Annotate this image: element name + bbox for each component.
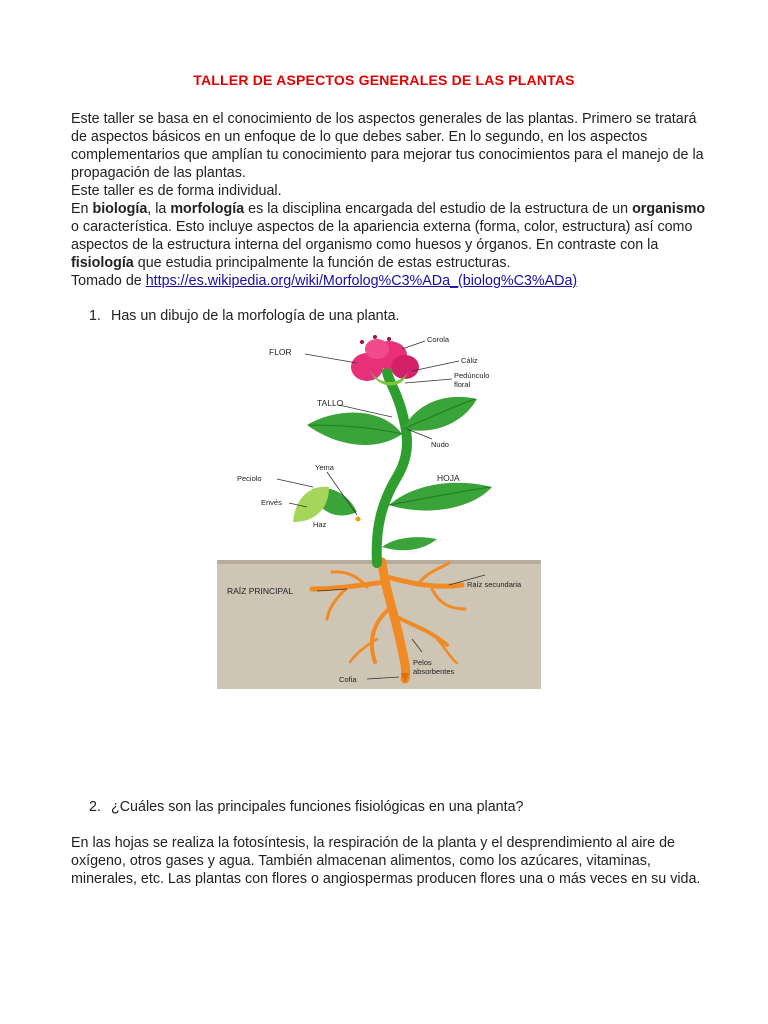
intro-section: [71, 110, 711, 290]
label-pelos: Pelos: [413, 658, 432, 667]
label-raiz-principal: RAÍZ PRINCIPAL: [227, 586, 293, 596]
label-peciolo: Peciolo: [237, 474, 262, 483]
text-fragment: es la disciplina encargada del estudio de la estructura de un: [244, 201, 633, 217]
text-fragment: que estudia principalmente la función de estas estructuras.: [133, 255, 511, 271]
label-enves: Envés: [261, 498, 282, 507]
label-pedunculo: Pedúnculo: [454, 371, 490, 380]
label-cofia: Cofia: [339, 675, 357, 684]
question-text: Has un dibujo de la morfología de una planta.: [111, 308, 400, 324]
question-number: 1.: [89, 308, 101, 324]
intro-paragraph: Este taller se basa en el conocimiento de los aspectos generales de las plantas. Primero se tratará de aspectos básicos en un enfoque de lo que debes saber. En lo segundo, en los aspectos complementarios que amplían tu conocimiento para mejorar tus conocimientos para el manejo de la propagación de las plantas.: [71, 111, 704, 181]
question-number: 2.: [89, 799, 101, 815]
label-yema: Yema: [315, 463, 334, 472]
bud: [356, 517, 361, 522]
term-biologia: biología: [92, 201, 148, 217]
label-corola: Corola: [427, 335, 450, 344]
label-hoja: HOJA: [437, 473, 460, 483]
source-line: [71, 272, 711, 290]
label-tallo: TALLO: [317, 398, 344, 408]
individual-note: Este taller es de forma individual.: [71, 183, 282, 199]
label-flor: FLOR: [269, 347, 292, 357]
plant-diagram-svg: [217, 327, 541, 689]
question-text: ¿Cuáles son las principales funciones fisiológicas en una planta?: [111, 799, 524, 815]
plant-diagram: [217, 327, 541, 689]
label-nudo: Nudo: [431, 440, 449, 449]
label-caliz: Cáliz: [461, 356, 478, 365]
question-1: [89, 307, 400, 325]
label-pedunculo-floral: floral: [454, 380, 471, 389]
text-fragment: , la: [147, 201, 171, 217]
term-fisiologia: fisiología: [71, 255, 134, 271]
label-pelos-absorbentes: absorbentes: [413, 667, 455, 676]
source-prefix: Tomado de: [71, 273, 146, 289]
label-raiz-secundaria: Raíz secundaria: [467, 580, 522, 589]
page-title: TALLER DE ASPECTOS GENERALES DE LAS PLANTAS: [193, 72, 575, 88]
question-2: [89, 798, 523, 816]
label-haz: Haz: [313, 520, 327, 529]
term-organismo: organismo: [632, 201, 706, 217]
text-fragment: o característica. Esto incluye aspectos de la apariencia externa (forma, color, estructura) así como aspectos de la estructura interna del organismo como huesos y órganos. En contraste con la: [71, 219, 693, 253]
term-morfologia: morfología: [170, 201, 245, 217]
morphology-paragraph: [71, 200, 711, 272]
answer-2: En las hojas se realiza la fotosíntesis, la respiración de la planta y el desprendimiento al aire de oxígeno, otros gases y agua. También almacenan alimentos, como los azúcares, vitaminas, minerales, etc. Las plantas con flores o angiospermas producen flores una o más veces en su vida.: [71, 835, 701, 887]
source-link[interactable]: https://es.wikipedia.org/wiki/Morfolog%C3%ADa_(biolog%C3%ADa): [145, 273, 578, 289]
text-fragment: En: [71, 201, 93, 217]
